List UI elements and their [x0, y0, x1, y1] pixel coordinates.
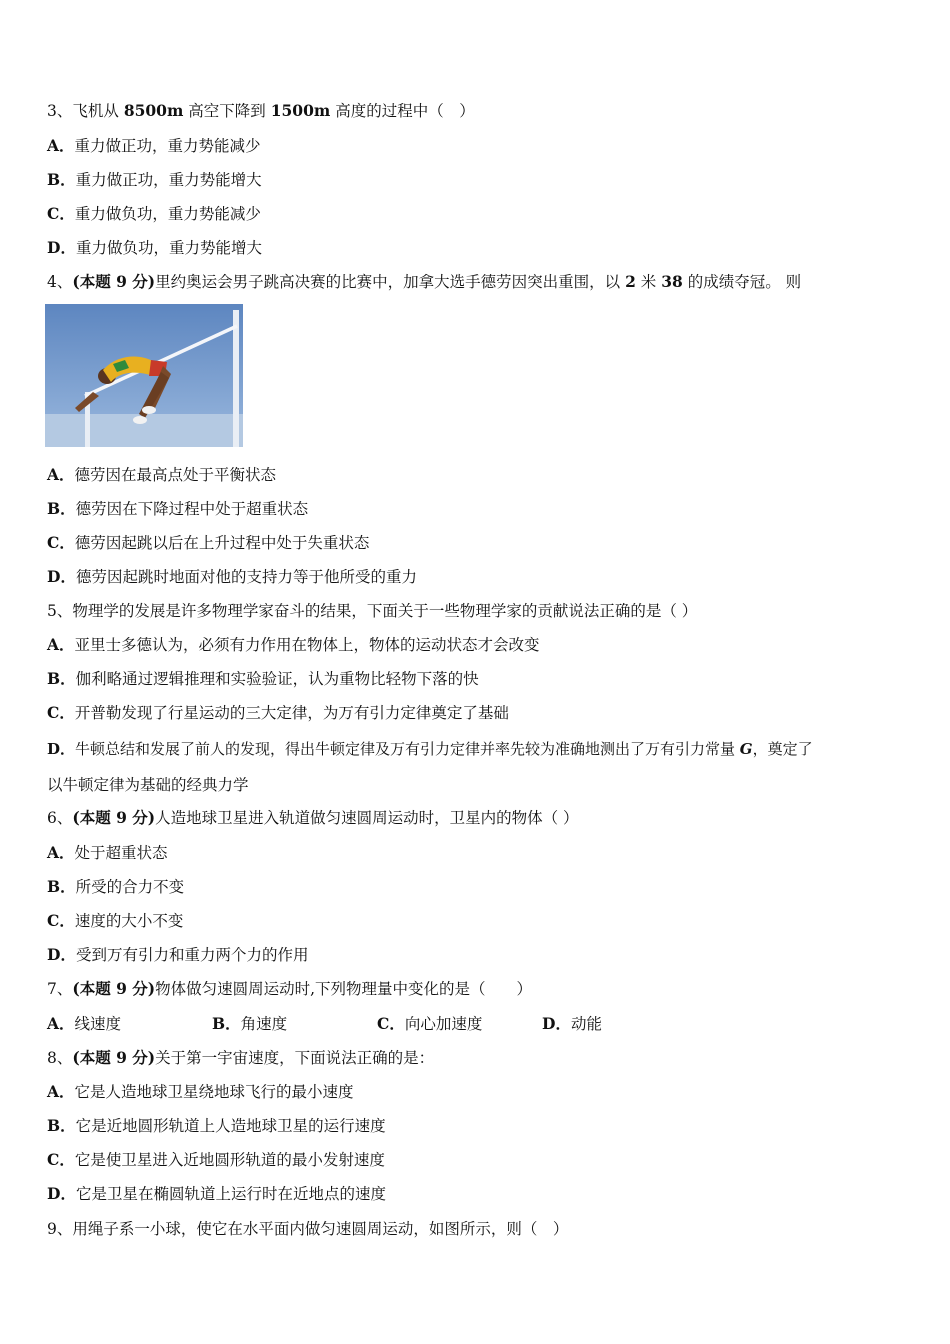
option-text: 德劳因起跳以后在上升过程中处于失重状态	[74, 534, 370, 552]
option-label: B．	[47, 669, 76, 688]
q7-text: 物体做匀速圆周运动时,下列物理量中变化的是（ ）	[155, 980, 533, 998]
q8-option-a	[47, 1082, 354, 1102]
q8-text: 关于第一宇宙速度，下面说法正确的是：	[155, 1049, 435, 1067]
option-label: A．	[47, 1014, 75, 1033]
option-label: B．	[47, 499, 76, 518]
q3-option-b	[47, 170, 262, 190]
option-text: 所受的合力不变	[75, 878, 185, 896]
option-text: 德劳因在下降过程中处于超重状态	[75, 500, 309, 518]
q6-stem	[47, 808, 579, 828]
q3-text-b: 高空下降到	[183, 102, 271, 120]
option-label: C．	[377, 1014, 405, 1033]
q4-text-b: 米	[635, 273, 662, 291]
q4-option-b	[47, 499, 308, 519]
q3-stem	[47, 101, 475, 121]
option-text: 德劳因起跳时地面对他的支持力等于他所受的重力	[75, 568, 417, 586]
option-text: 开普勒发现了行星运动的三大定律，为万有引力定律奠定了基础	[74, 704, 509, 722]
q3-text-a: 飞机从	[72, 102, 124, 120]
q8-score: (本题 9 分)	[72, 1048, 156, 1067]
q4-stem	[47, 272, 801, 292]
high-jump-illustration	[45, 304, 243, 447]
q6-option-b	[47, 877, 184, 897]
option-label: B．	[212, 1014, 241, 1033]
option-text: 牛顿总结和发展了前人的发现，得出牛顿定律及万有引力定律并率先较为准确地测出了万有引力常量	[75, 740, 740, 758]
high-jump-photo	[45, 304, 243, 447]
option-label: D．	[47, 740, 76, 758]
option-label: C．	[47, 1150, 75, 1169]
q4-number: 4、	[47, 273, 73, 291]
option-label: D．	[47, 1184, 76, 1203]
q7-option-a	[47, 1014, 121, 1034]
shoe-1	[142, 406, 156, 414]
option-label: A．	[47, 1082, 75, 1101]
q7-option-b	[212, 1014, 287, 1034]
option-text: 伽利略通过逻辑推理和实验验证，认为重物比轻物下落的快	[75, 670, 479, 688]
option-label: D．	[47, 945, 76, 964]
q9-stem	[47, 1219, 568, 1239]
q5-option-b	[47, 669, 479, 689]
option-label: A．	[47, 465, 75, 484]
option-label: C．	[47, 533, 75, 552]
q4-text-c: 的成绩夺冠。 则	[682, 273, 802, 291]
option-text: 处于超重状态	[74, 844, 168, 862]
q5-option-d-continuation	[47, 775, 249, 795]
q8-stem	[47, 1048, 434, 1068]
shoe-2	[133, 416, 147, 424]
q7-stem	[47, 979, 532, 999]
q5-option-a	[47, 635, 540, 655]
constant-g: G	[739, 740, 753, 758]
q4-text-a: 里约奥运会男子跳高决赛的比赛中，加拿大选手德劳因突出重围，以	[155, 273, 626, 291]
option-text: 它是卫星在椭圆轨道上运行时在近地点的速度	[75, 1185, 386, 1203]
q7-score: (本题 9 分)	[72, 979, 156, 998]
q6-text: 人造地球卫星进入轨道做匀速圆周运动时，卫星内的物体（ ）	[155, 809, 579, 827]
option-text: 重力做正功，重力势能减少	[74, 137, 261, 155]
q6-option-d	[47, 945, 308, 965]
q8-option-b	[47, 1116, 386, 1136]
option-text: 动能	[570, 1015, 602, 1033]
q9-number: 9、	[47, 1220, 73, 1238]
q6-option-a	[47, 843, 168, 863]
option-label: D．	[47, 238, 76, 257]
option-label: D．	[542, 1014, 571, 1033]
option-label: C．	[47, 703, 75, 722]
q3-height-1: 8500m	[123, 101, 184, 120]
q3-text-c: 高度的过程中（ ）	[330, 102, 475, 120]
option-label: D．	[47, 567, 76, 586]
option-label: A．	[47, 635, 75, 654]
option-label: B．	[47, 877, 76, 896]
q8-option-d	[47, 1184, 386, 1204]
q7-number: 7、	[47, 980, 73, 998]
option-label: C．	[47, 911, 75, 930]
q5-number: 5、	[47, 602, 73, 620]
option-text: 受到万有引力和重力两个力的作用	[75, 946, 309, 964]
option-text: 线速度	[74, 1015, 122, 1033]
q5-option-c	[47, 703, 509, 723]
q4-n2: 38	[661, 272, 683, 291]
option-label: B．	[47, 170, 76, 189]
option-text: 重力做负功，重力势能增大	[75, 239, 262, 257]
q3-number: 3、	[47, 102, 73, 120]
option-text: 它是使卫星进入近地圆形轨道的最小发射速度	[74, 1151, 385, 1169]
q4-n1: 2	[625, 272, 636, 291]
option-text: 向心加速度	[404, 1015, 483, 1033]
q4-option-c	[47, 533, 369, 553]
q9-text: 用绳子系一小球，使它在水平面内做匀速圆周运动，如图所示，则（ ）	[72, 1220, 569, 1238]
option-text: 德劳因在最高点处于平衡状态	[74, 466, 277, 484]
option-label: A．	[47, 843, 75, 862]
continuation-text: 以牛顿定律为基础的经典力学	[47, 776, 249, 794]
option-text: 亚里士多德认为，必须有力作用在物体上，物体的运动状态才会改变	[74, 636, 540, 654]
option-text: 重力做负功，重力势能减少	[74, 205, 261, 223]
option-label: C．	[47, 204, 75, 223]
q6-score: (本题 9 分)	[72, 808, 156, 827]
q4-option-d	[47, 567, 417, 587]
q5-text: 物理学的发展是许多物理学家奋斗的结果，下面关于一些物理学家的贡献说法正确的是（ ）	[72, 602, 698, 620]
q4-option-a	[47, 465, 276, 485]
q6-number: 6、	[47, 809, 73, 827]
option-text: 它是人造地球卫星绕地球飞行的最小速度	[74, 1083, 354, 1101]
q7-option-d	[542, 1014, 602, 1034]
q3-option-d	[47, 238, 262, 258]
q5-stem	[47, 601, 697, 621]
q3-option-c	[47, 204, 261, 224]
q6-option-c	[47, 911, 183, 931]
q5-option-d	[47, 739, 813, 759]
option-text: 重力做正功，重力势能增大	[75, 171, 262, 189]
q4-score: (本题 9 分)	[72, 272, 156, 291]
option-label: A．	[47, 136, 75, 155]
option-text: 它是近地圆形轨道上人造地球卫星的运行速度	[75, 1117, 386, 1135]
option-label: B．	[47, 1116, 76, 1135]
q3-option-a	[47, 136, 261, 156]
right-standard	[233, 310, 239, 447]
q8-option-c	[47, 1150, 385, 1170]
q8-number: 8、	[47, 1049, 73, 1067]
q3-height-2: 1500m	[270, 101, 331, 120]
option-text: 速度的大小不变	[74, 912, 184, 930]
q7-option-c	[377, 1014, 482, 1034]
option-text-tail: ，奠定了	[752, 740, 813, 758]
option-text: 角速度	[240, 1015, 288, 1033]
